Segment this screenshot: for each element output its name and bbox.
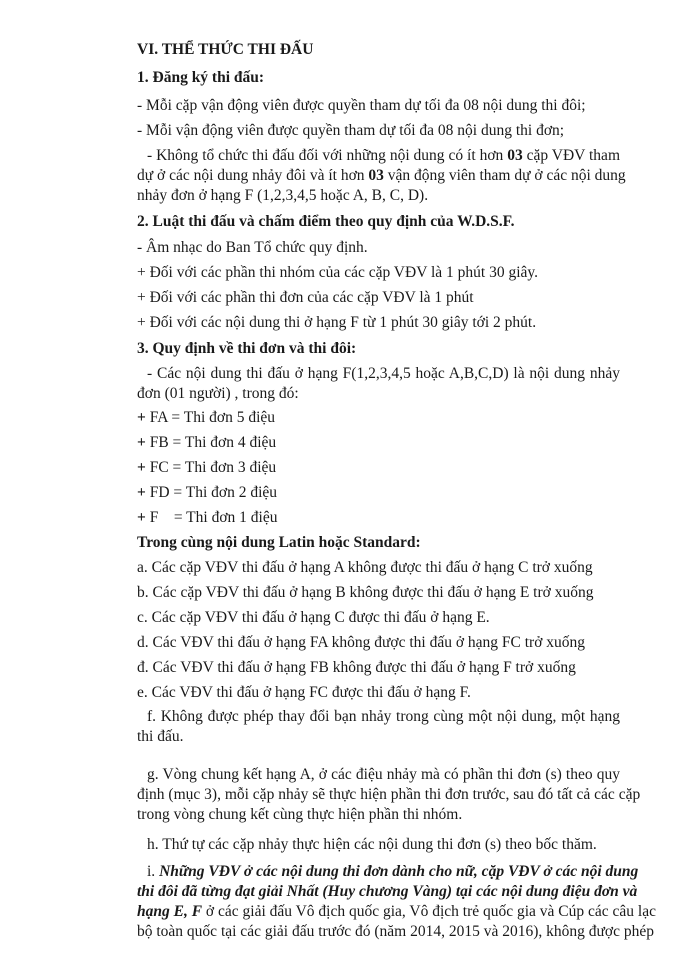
heading-registration: 1. Đăng ký thi đấu: [137, 69, 265, 86]
text-line: thi đôi đã từng đạt giải Nhất (Huy chương Vàng) tại các nội dung điệu đơn và [137, 883, 638, 900]
rule-h: h. Thứ tự các cặp nhảy thực hiện các nội dung thi đơn (s) theo bốc thăm. [147, 836, 597, 853]
paragraph: + Đối với các phần thi nhóm của các cặp VĐV là 1 phút 30 giây. [137, 264, 539, 281]
rule-item: b. Các cặp VĐV thi đấu ở hạng B không được thi đấu ở hạng E trở xuống [137, 584, 594, 601]
list-item-text: FC = Thi đơn 3 điệu [145, 459, 277, 476]
rule-f [137, 707, 620, 747]
text-line [137, 146, 620, 166]
text-run: i. [147, 863, 160, 880]
list-item-text: FD = Thi đơn 2 điệu [145, 484, 278, 501]
plus-mark: + [137, 459, 146, 476]
text-run: cặp VĐV tham [522, 147, 620, 164]
text-line [137, 862, 639, 882]
list-item-text: FB = Thi đơn 4 điệu [145, 434, 277, 451]
list-item [137, 508, 277, 528]
plus-mark: + [137, 484, 146, 501]
paragraph-min-entries [137, 146, 626, 206]
list-item [137, 433, 276, 453]
rule-item: a. Các cặp VĐV thi đấu ở hạng A không được thi đấu ở hạng C trở xuống [137, 559, 593, 576]
sub-heading: Trong cùng nội dung Latin hoặc Standard: [137, 534, 421, 551]
section-title: VI. THỂ THỨC THI ĐẤU [137, 41, 314, 58]
paragraph: - Âm nhạc do Ban Tổ chức quy định. [137, 239, 368, 256]
text-run: vận động viên tham dự ở các nội dung [383, 167, 626, 184]
plus-mark: + [137, 409, 146, 426]
rule-item: đ. Các VĐV thi đấu ở hạng FB không được thi đấu ở hạng F trở xuống [137, 659, 576, 676]
text-run-bold-italic: Những VĐV ở các nội dung thi đơn dành cho nữ, cặp VĐV ở các nội dung [159, 863, 639, 880]
text-run: - Không tổ chức thi đấu đối với những nội dung có ít hơn [147, 147, 508, 164]
rule-item: d. Các VĐV thi đấu ở hạng FA không được thi đấu ở hạng FC trở xuống [137, 634, 586, 651]
text-line: đơn (01 người) , trong đó: [137, 385, 299, 402]
text-line: bộ toàn quốc tại các giải đấu trước đó (năm 2014, 2015 và 2016), không được phép [137, 923, 655, 940]
text-line: nhảy đơn ở hạng F (1,2,3,4,5 hoặc A, B, C, D). [137, 187, 429, 204]
rule-i [137, 862, 656, 942]
text-run-bold: 03 [368, 167, 384, 184]
paragraph: - Mỗi vận động viên được quyền tham dự tối đa 08 nội dung thi đơn; [137, 122, 565, 139]
plus-mark: + [137, 434, 146, 451]
text-run: dự ở các nội dung nhảy đôi và ít hơn [137, 167, 369, 184]
list-item [137, 483, 277, 503]
text-line: định (mục 3), mỗi cặp nhảy sẽ thực hiện phần thi đơn trước, sau đó tất cả các cặp [137, 786, 641, 803]
list-item [137, 458, 276, 478]
paragraph: + Đối với các nội dung thi ở hạng F từ 1 phút 30 giây tới 2 phút. [137, 314, 537, 331]
text-line: - Các nội dung thi đấu ở hạng F(1,2,3,4,5 hoặc A,B,C,D) là nội dung nhảy [147, 365, 620, 382]
text-run-bold: 03 [507, 147, 523, 164]
text-line: g. Vòng chung kết hạng A, ở các điệu nhảy mà có phần thi đơn (s) theo quy [147, 766, 620, 783]
list-item [137, 408, 275, 428]
plus-mark: + [137, 509, 146, 526]
text-line: trong vòng chung kết cùng thực hiện phần thi nhóm. [137, 806, 463, 823]
list-item-text: FA = Thi đơn 5 điệu [145, 409, 276, 426]
paragraph-solo-intro [137, 364, 620, 404]
text-run-bold-italic: hạng E, F [137, 903, 203, 920]
rule-item: c. Các cặp VĐV thi đấu ở hạng C được thi đấu ở hạng E. [137, 609, 490, 626]
text-line [137, 166, 626, 186]
list-item-text: F = Thi đơn 1 điệu [145, 509, 278, 526]
text-line [137, 902, 656, 922]
rule-g [137, 765, 641, 825]
heading-rules: 2. Luật thi đấu và chấm điểm theo quy định của W.D.S.F. [137, 213, 515, 230]
heading-solo-pairs: 3. Quy định về thi đơn và thi đôi: [137, 340, 357, 357]
text-run: ở các giải đấu Vô địch quốc gia, Vô địch trẻ quốc gia và Cúp các câu lạc [202, 903, 656, 920]
text-line: f. Không được phép thay đổi bạn nhảy trong cùng một nội dung, một hạng [147, 708, 620, 725]
rule-item: e. Các VĐV thi đấu ở hạng FC được thi đấu ở hạng F. [137, 684, 471, 701]
paragraph: - Mỗi cặp vận động viên được quyền tham dự tối đa 08 nội dung thi đôi; [137, 97, 586, 114]
paragraph: + Đối với các phần thi đơn của các cặp VĐV là 1 phút [137, 289, 474, 306]
text-line: thi đấu. [137, 728, 184, 745]
